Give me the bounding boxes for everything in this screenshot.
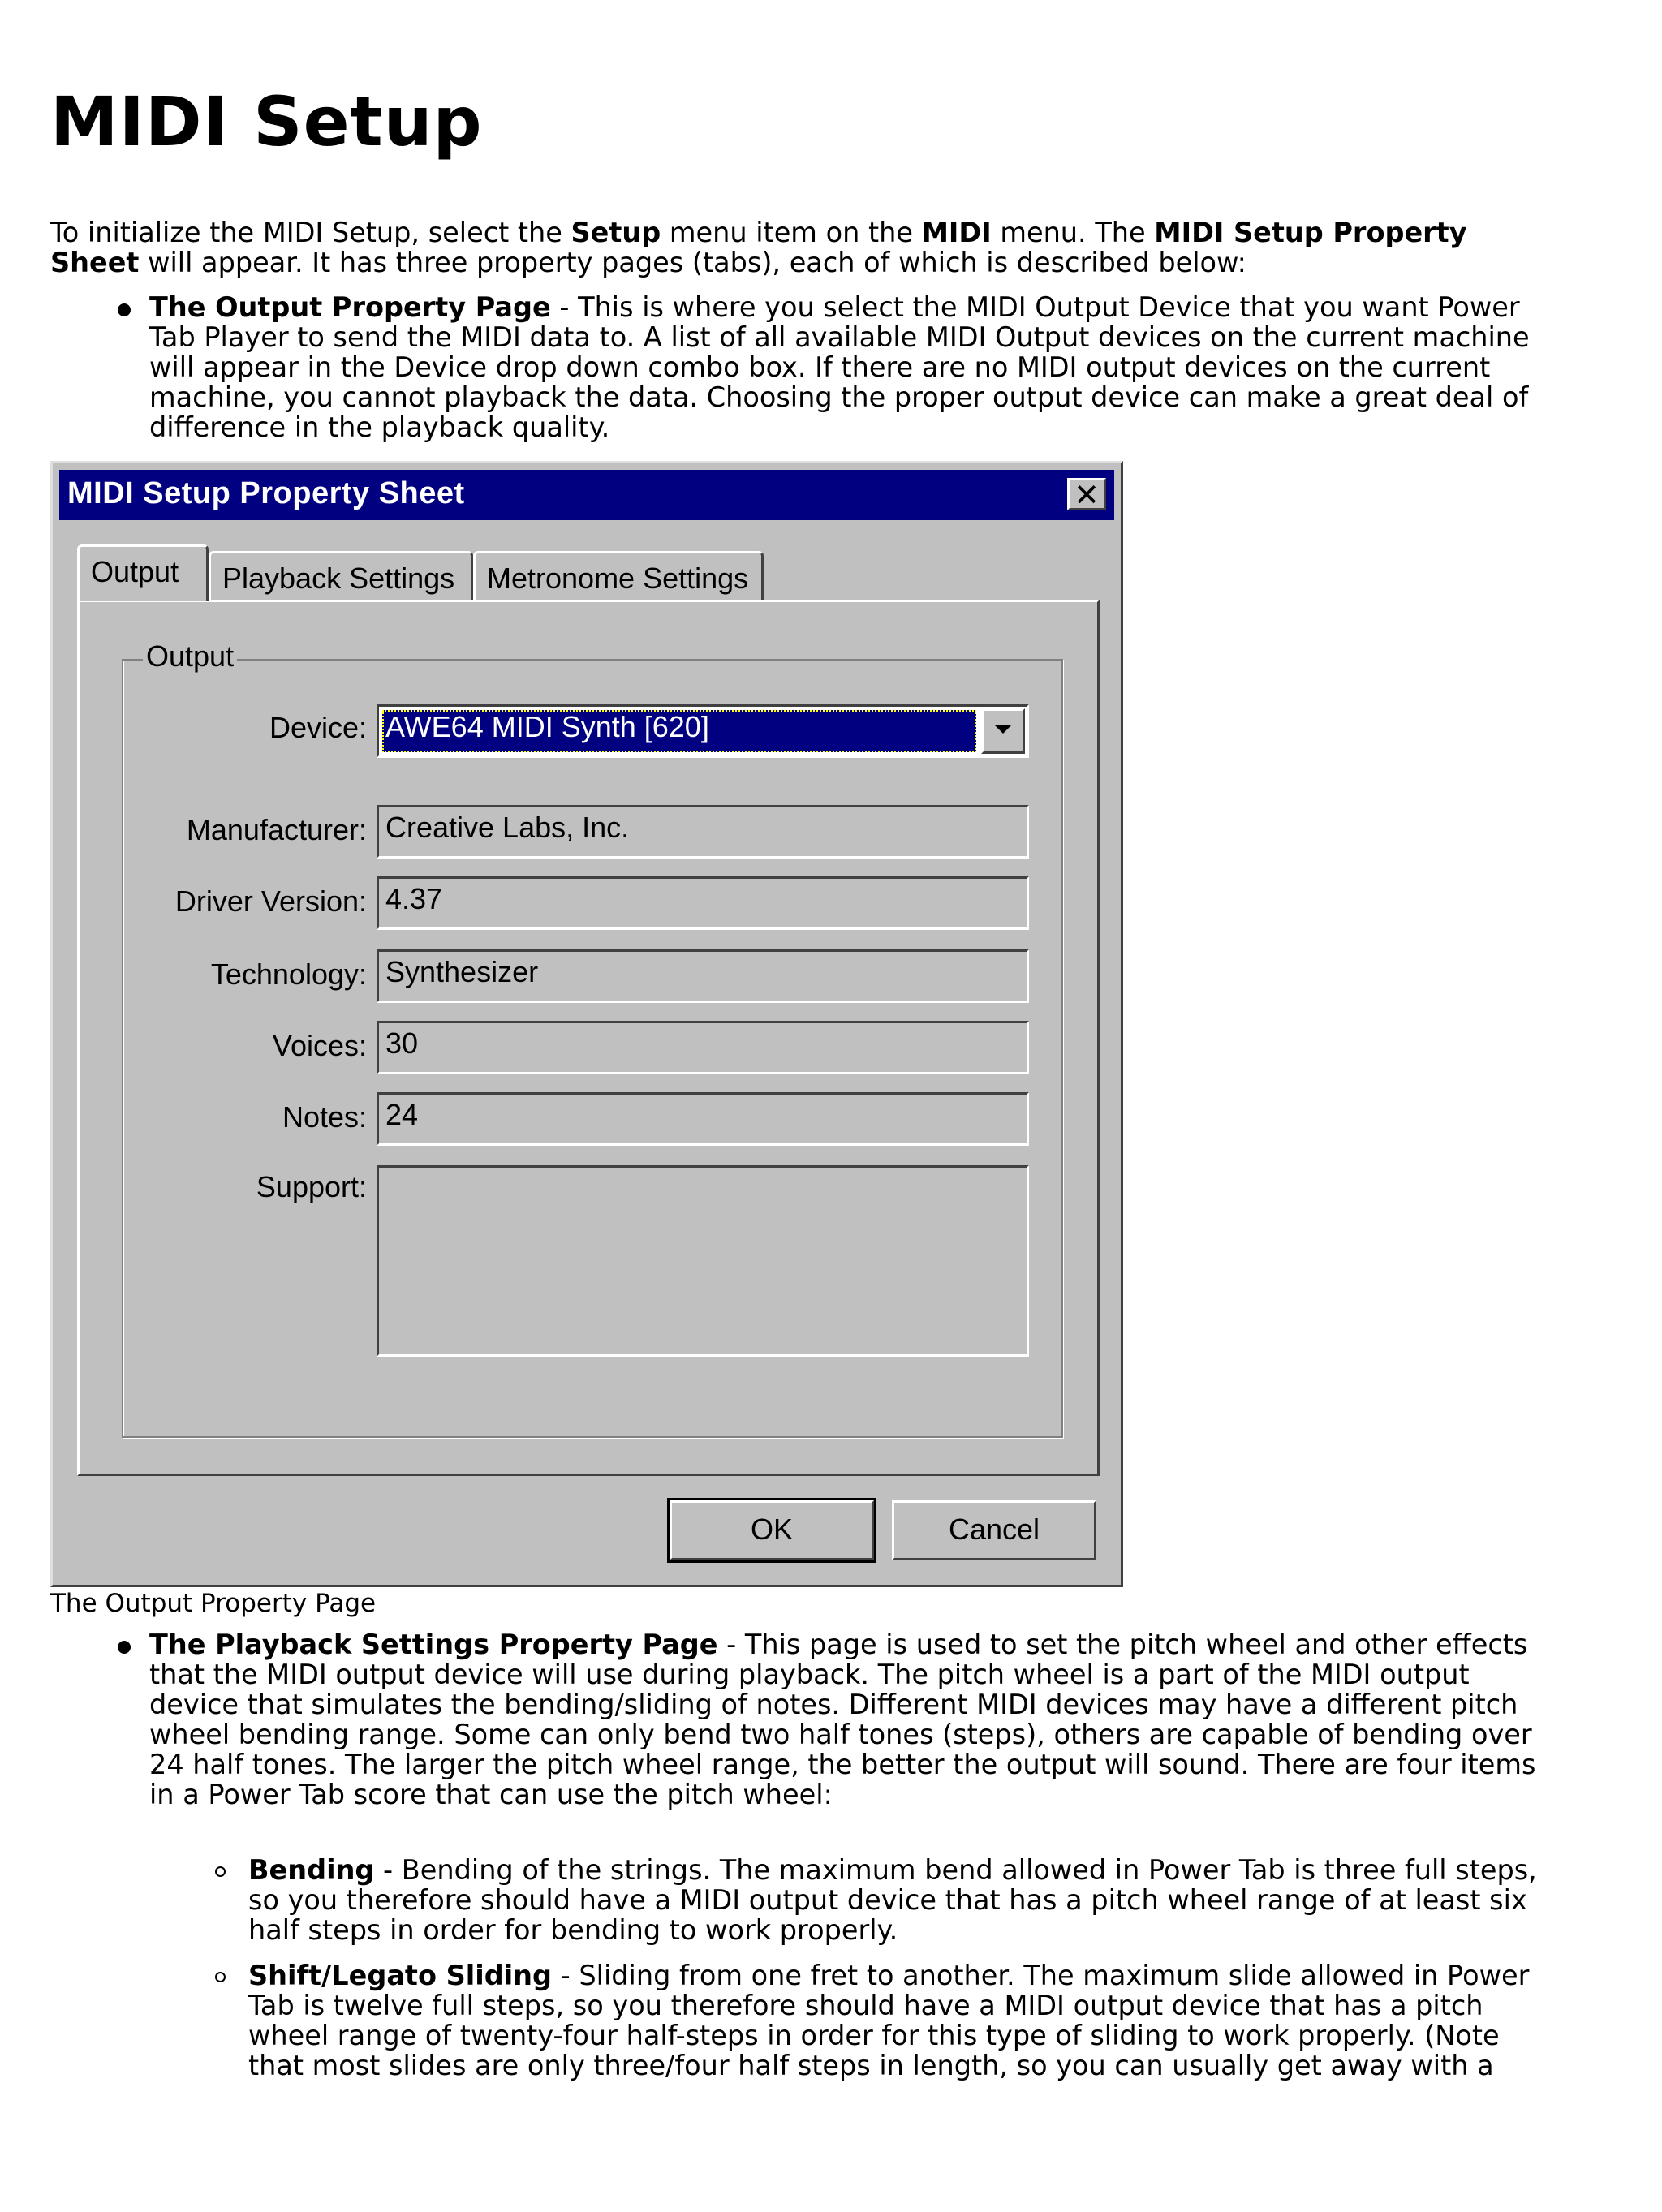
device-label: Device: — [269, 711, 367, 744]
support-field — [377, 1165, 1029, 1357]
ok-button[interactable]: OK — [670, 1500, 874, 1560]
technology-field: Synthesizer — [377, 949, 1029, 1003]
tab-panel-output — [77, 600, 1100, 1476]
device-selected-value: AWE64 MIDI Synth [620] — [382, 710, 976, 752]
voices-field: 30 — [377, 1021, 1029, 1074]
groupbox-label: Output — [143, 639, 237, 673]
driver-version-field: 4.37 — [377, 876, 1029, 930]
close-button[interactable] — [1067, 477, 1106, 513]
dialog-title: MIDI Setup Property Sheet — [67, 476, 465, 510]
close-icon: ✕ — [1074, 477, 1100, 513]
voices-label: Voices: — [272, 1029, 367, 1062]
chevron-down-icon — [995, 725, 1011, 734]
driver-version-label: Driver Version: — [174, 884, 367, 918]
output-groupbox — [122, 639, 1063, 1438]
manufacturer-field: Creative Labs, Inc. — [377, 805, 1029, 859]
sub-bullet-circle — [215, 1972, 226, 1982]
midi-setup-dialog — [50, 461, 1123, 1587]
tab-playback-settings[interactable]: Playback Settings — [209, 551, 473, 601]
page-title: MIDI Setup — [50, 82, 483, 161]
cancel-button[interactable]: Cancel — [892, 1500, 1096, 1560]
support-label: Support: — [256, 1170, 367, 1203]
sub-bullet-circle — [215, 1866, 226, 1877]
device-combo[interactable] — [377, 704, 1029, 758]
tab-output[interactable]: Output — [77, 544, 209, 601]
manufacturer-label: Manufacturer: — [186, 813, 367, 846]
intro-paragraph-line2: Sheet will appear. It has three property pages (tabs), each of which is described below: — [50, 247, 1246, 278]
technology-label: Technology: — [210, 958, 367, 991]
title-bar[interactable] — [59, 470, 1114, 520]
dropdown-button[interactable] — [981, 708, 1025, 754]
notes-label: Notes: — [282, 1100, 367, 1134]
intro-paragraph: To initialize the MIDI Setup, select the Setup menu item on the MIDI menu. The MIDI Setup Property — [50, 217, 1467, 248]
tab-metronome-settings[interactable]: Metronome Settings — [473, 551, 764, 601]
bullet-dot — [118, 303, 131, 316]
notes-field: 24 — [377, 1092, 1029, 1146]
figure-caption: The Output Property Page — [50, 1589, 377, 1618]
bullet-dot — [118, 1641, 131, 1654]
